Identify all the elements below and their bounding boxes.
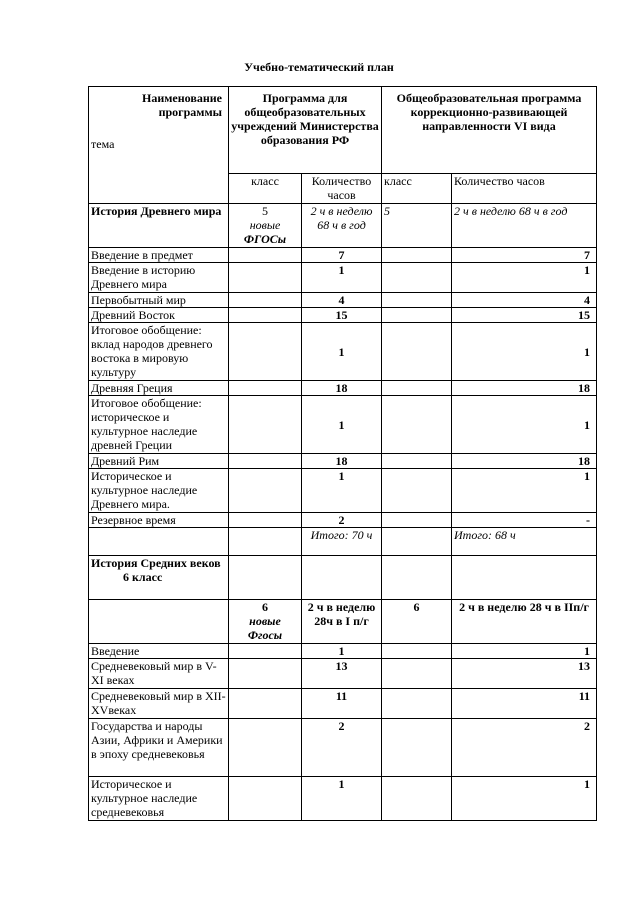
empty-cell — [382, 644, 452, 659]
table-row — [89, 263, 597, 293]
empty-cell — [382, 719, 452, 777]
topic-cell: Древний Восток — [89, 308, 229, 323]
empty-cell — [382, 293, 452, 308]
topic-cell: Историческое и культурное наследие средневековья — [89, 777, 229, 821]
correction-program-header: Общеобразовательная программа коррекционно-развивающей направленности VI вида — [382, 87, 597, 174]
empty-cell — [229, 719, 302, 777]
hours-general-cell: 15 — [302, 308, 382, 323]
hours-general-cell: 2 — [302, 513, 382, 528]
hours-correction-cell: 11 — [452, 689, 597, 719]
hours-general-cell: 13 — [302, 659, 382, 689]
hours-general-cell: 18 — [302, 381, 382, 396]
section1-class-num: 5 — [262, 204, 268, 218]
section1-hours: 2 ч в неделю 68 ч в год — [302, 204, 382, 248]
empty-cell — [229, 396, 302, 454]
topic-cell: Итоговое обобщение: вклад народов древнего востока в мировую культуру — [89, 323, 229, 381]
hours-general-cell: 1 — [302, 469, 382, 513]
hours-general-cell: 18 — [302, 454, 382, 469]
empty-cell — [382, 659, 452, 689]
empty-cell — [229, 513, 302, 528]
section1-class-note1: новые — [249, 218, 281, 232]
topic-cell: Средневековый мир в V-XI веках — [89, 659, 229, 689]
hours-general-cell: 1 — [302, 323, 382, 381]
section2-title-cell — [89, 556, 229, 600]
page-title: Учебно-тематический план — [244, 60, 394, 74]
hours-correction-cell: 1 — [452, 644, 597, 659]
topic-cell: Историческое и культурное наследие Древнего мира. — [89, 469, 229, 513]
hours-correction-cell: 4 — [452, 293, 597, 308]
hours-correction-cell: 7 — [452, 248, 597, 263]
empty-cell — [229, 308, 302, 323]
section1-body — [89, 248, 597, 528]
topic-cell: Древняя Греция — [89, 381, 229, 396]
hours-correction-cell: 1 — [452, 777, 597, 821]
hours-correction-cell: 18 — [452, 381, 597, 396]
empty-cell — [382, 323, 452, 381]
empty-cell — [229, 293, 302, 308]
table-row — [89, 469, 597, 513]
program-name-label: Наименование программы — [142, 91, 222, 119]
topic-cell: Итоговое обобщение: историческое и культурное наследие древней Греции — [89, 396, 229, 454]
hours-general-cell: 2 — [302, 719, 382, 777]
section2-body — [89, 644, 597, 821]
table-row — [89, 248, 597, 263]
empty-cell — [382, 396, 452, 454]
section2-hours: 2 ч в неделю 28ч в I п/г — [302, 600, 382, 644]
empty-cell — [229, 454, 302, 469]
topic-cell: Средневековый мир в XII-XVвеках — [89, 689, 229, 719]
hours-correction-cell: 13 — [452, 659, 597, 689]
section1-hours2: 2 ч в неделю 68 ч в год — [452, 204, 597, 248]
hours-correction-cell: 1 — [452, 469, 597, 513]
hours-general-cell: 4 — [302, 293, 382, 308]
empty-cell — [382, 513, 452, 528]
topic-cell: Введение в предмет — [89, 248, 229, 263]
section2-class-note2: Фгосы — [247, 628, 283, 642]
section2-class-note1: новые — [249, 614, 281, 628]
table-row — [89, 777, 597, 821]
empty-cell — [382, 381, 452, 396]
hours-correction-cell: 15 — [452, 308, 597, 323]
hours-general-cell: 1 — [302, 263, 382, 293]
empty-cell — [302, 556, 382, 600]
topic-cell: Государства и народы Азии, Африки и Америки в эпоху средневековья — [89, 719, 229, 777]
empty-cell — [382, 689, 452, 719]
empty-cell — [89, 600, 229, 644]
empty-cell — [382, 263, 452, 293]
curriculum-table — [88, 86, 597, 821]
empty-cell — [229, 556, 302, 600]
table-row — [89, 719, 597, 777]
hours-correction-cell: 1 — [452, 396, 597, 454]
table-row — [89, 659, 597, 689]
empty-cell — [229, 469, 302, 513]
empty-cell — [229, 659, 302, 689]
topic-cell: Введение — [89, 644, 229, 659]
table-row — [89, 308, 597, 323]
section1-class-cell — [229, 204, 302, 248]
table-row — [89, 323, 597, 381]
hours-correction-cell: 1 — [452, 323, 597, 381]
empty-cell — [229, 689, 302, 719]
empty-cell — [229, 777, 302, 821]
col-hours-header: Количество часов — [302, 174, 382, 204]
empty-cell — [229, 323, 302, 381]
col-class2-header: класс — [382, 174, 452, 204]
section2-hours2: 2 ч в неделю 28 ч в IIп/г — [452, 600, 597, 644]
section1-class2: 5 — [382, 204, 452, 248]
section2-class-num: 6 — [262, 600, 268, 614]
section2-class2: 6 — [382, 600, 452, 644]
section1-total1: Итого: 70 ч — [302, 528, 382, 556]
empty-cell — [229, 263, 302, 293]
hours-correction-cell: - — [452, 513, 597, 528]
section1-total-row — [89, 528, 597, 556]
section1-heading-row — [89, 204, 597, 248]
general-program-header: Программа для общеобразовательных учреждений Министерства образования РФ — [229, 87, 382, 174]
topic-cell: Древний Рим — [89, 454, 229, 469]
section1-total2: Итого: 68 ч — [452, 528, 597, 556]
total-empty-cell — [229, 528, 302, 556]
hours-correction-cell: 2 — [452, 719, 597, 777]
table-row — [89, 513, 597, 528]
hours-general-cell: 7 — [302, 248, 382, 263]
empty-cell — [382, 248, 452, 263]
empty-cell — [382, 469, 452, 513]
col-hours2-header: Количество часов — [452, 174, 597, 204]
table-row — [89, 293, 597, 308]
empty-cell — [229, 381, 302, 396]
empty-cell — [229, 248, 302, 263]
header-row — [89, 87, 597, 174]
section1-title: История Древнего мира — [89, 204, 229, 248]
section2-heading-row — [89, 556, 597, 600]
program-name-cell — [89, 87, 229, 204]
hours-correction-cell: 1 — [452, 263, 597, 293]
table-row — [89, 689, 597, 719]
section2-title: История Средних веков — [91, 556, 221, 570]
empty-cell — [382, 777, 452, 821]
empty-cell — [382, 308, 452, 323]
empty-cell — [382, 454, 452, 469]
topic-cell: Резервное время — [89, 513, 229, 528]
col-class-header: класс — [229, 174, 302, 204]
empty-cell — [452, 556, 597, 600]
total-empty-cell — [382, 528, 452, 556]
section2-class-cell — [229, 600, 302, 644]
hours-general-cell: 1 — [302, 644, 382, 659]
empty-cell — [229, 644, 302, 659]
total-empty-cell — [89, 528, 229, 556]
hours-general-cell: 1 — [302, 777, 382, 821]
topic-cell: Введение в историю Древнего мира — [89, 263, 229, 293]
hours-general-cell: 1 — [302, 396, 382, 454]
tema-label: тема — [91, 137, 115, 151]
table-row — [89, 644, 597, 659]
topic-cell: Первобытный мир — [89, 293, 229, 308]
table-row — [89, 381, 597, 396]
table-row — [89, 454, 597, 469]
section2-subtitle: 6 класс — [123, 570, 163, 584]
hours-general-cell: 11 — [302, 689, 382, 719]
empty-cell — [382, 556, 452, 600]
table-row — [89, 396, 597, 454]
section1-class-note2: ФГОСы — [243, 232, 287, 246]
section2-params-row — [89, 600, 597, 644]
hours-correction-cell: 18 — [452, 454, 597, 469]
